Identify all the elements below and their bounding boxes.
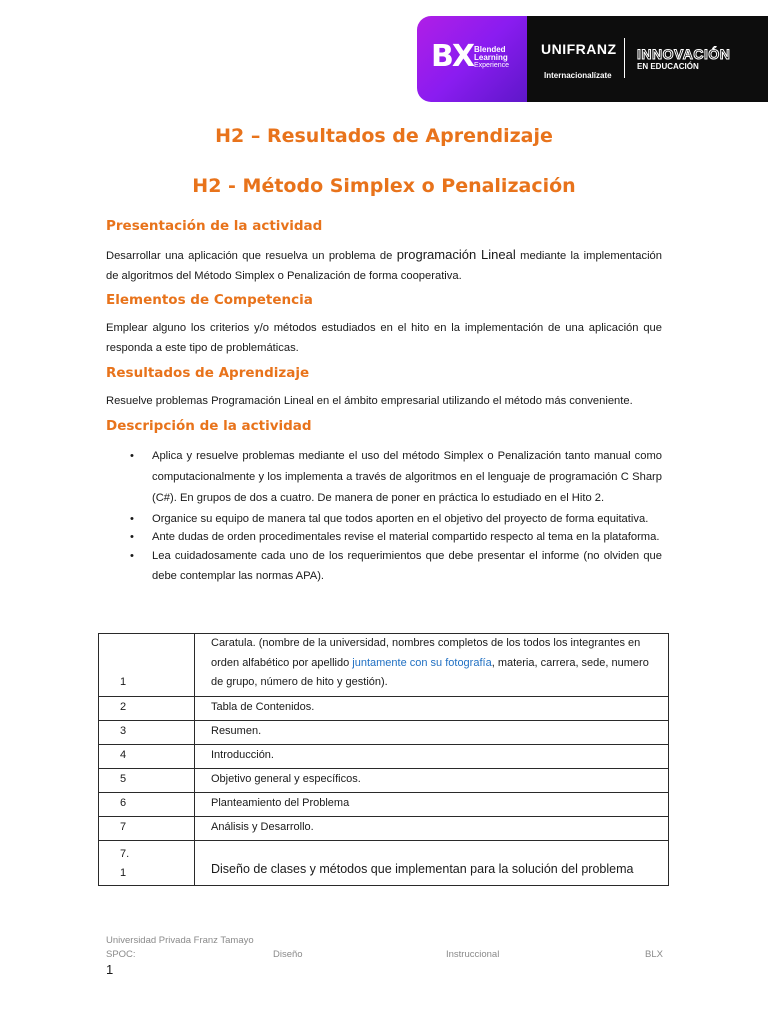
footer-word-diseno: Diseño: [273, 949, 303, 960]
row-number: 7: [99, 817, 195, 841]
row-number: 2: [99, 697, 195, 721]
table-row: [99, 817, 669, 841]
row-number: 6: [99, 793, 195, 817]
section-heading-resultados: Resultados de Aprendizaje: [106, 365, 310, 381]
bullet-icon: •: [130, 450, 134, 462]
row-text: Planteamiento del Problema: [195, 793, 669, 817]
table-row: [99, 793, 669, 817]
footer-org: Universidad Privada Franz Tamayo: [106, 935, 254, 946]
innovacion-logo: INNOVACIÓN: [637, 46, 731, 62]
row-text: Introducción.: [195, 745, 669, 769]
unifranz-logo-area: [527, 16, 768, 102]
row-text: Caratula. (nombre de la universidad, nombres completos de los todos los integrantes en orden alfabético por apellido juntamente con su fotografía, materia, carrera, sede, numero de grupo, número de hito y gestión).: [195, 634, 669, 697]
row-number: 1: [99, 634, 195, 697]
section-heading-elementos: Elementos de Competencia: [106, 292, 313, 308]
unifranz-logo: UNIFRANZ: [541, 41, 617, 57]
row-number: 5: [99, 769, 195, 793]
page-title: H2 – Resultados de Aprendizaje: [215, 125, 553, 147]
row-text: Resumen.: [195, 721, 669, 745]
photo-link[interactable]: juntamente con su fotografía: [352, 656, 492, 669]
descripcion-bullet-list: [106, 446, 662, 586]
row-text: Análisis y Desarrollo.: [195, 817, 669, 841]
header-banner: [417, 16, 768, 102]
logo-divider: [624, 38, 625, 78]
table-row: [99, 745, 669, 769]
table-row: [99, 697, 669, 721]
row-text: Diseño de clases y métodos que implementan para la solución del problema: [195, 841, 669, 886]
table-row: [99, 841, 669, 886]
elementos-text: Emplear alguno los criterios y/o métodos estudiados en el hito en la implementación de una aplicación que responda a este tipo de problemáticas.: [106, 322, 662, 354]
internacionalizate-tagline: Internacionalízate: [544, 71, 612, 80]
row-text: Tabla de Contenidos.: [195, 697, 669, 721]
blx-logo-mark: BX: [431, 39, 473, 74]
blx-logo: [417, 16, 527, 102]
resultados-text: Resuelve problemas Programación Lineal en el ámbito empresarial utilizando el método más conveniente.: [106, 395, 633, 407]
bullet-item: • Aplica y resuelve problemas mediante el uso del método Simplex o Penalización tanto manual como computacionalmente y los implementa a través de algoritmos en el lenguaje de programación C Sharp (C#). En grupos de dos a cuatro. De manera de poner en práctica lo estudiado en el Hito 2.: [106, 446, 662, 509]
page-subtitle: H2 - Método Simplex o Penalización: [192, 175, 576, 197]
blx-logo-text: Blended Learning Experience: [474, 45, 510, 69]
table-row: [99, 769, 669, 793]
footer-word-spoc: SPOC:: [106, 949, 136, 960]
footer-word-instruccional: Instruccional: [446, 949, 500, 960]
row-number: 7. 1: [99, 841, 195, 886]
bullet-item: • Ante dudas de orden procedimentales revise el material compartido respecto al tema en la plataforma.: [130, 531, 660, 543]
en-educacion-tagline: EN EDUCACIÓN: [637, 62, 699, 71]
table-row: [99, 721, 669, 745]
row-number: 4: [99, 745, 195, 769]
bullet-icon: •: [130, 513, 134, 525]
bullet-item: • Organice su equipo de manera tal que todos aporten en el objetivo del proyecto de forma equitativa.: [130, 513, 649, 525]
bullet-item: • Lea cuidadosamente cada uno de los requerimientos que debe presentar el informe (no olviden que debe contemplar las normas APA).: [106, 546, 662, 586]
row-text: Objetivo general y específicos.: [195, 769, 669, 793]
section-heading-descripcion: Descripción de la actividad: [106, 418, 312, 434]
section-heading-presentacion: Presentación de la actividad: [106, 218, 323, 234]
footer-word-blx: BLX: [645, 949, 663, 960]
bullet-icon: •: [130, 531, 134, 543]
table-row: [99, 634, 669, 697]
page-number: 1: [106, 962, 114, 977]
requirements-table: [98, 633, 669, 886]
row-number: 3: [99, 721, 195, 745]
presentacion-text: Desarrollar una aplicación que resuelva un problema de programación Lineal mediante la implementación de algoritmos del Método Simplex o Penalización de forma cooperativa.: [106, 247, 662, 282]
bullet-icon: •: [130, 550, 134, 562]
